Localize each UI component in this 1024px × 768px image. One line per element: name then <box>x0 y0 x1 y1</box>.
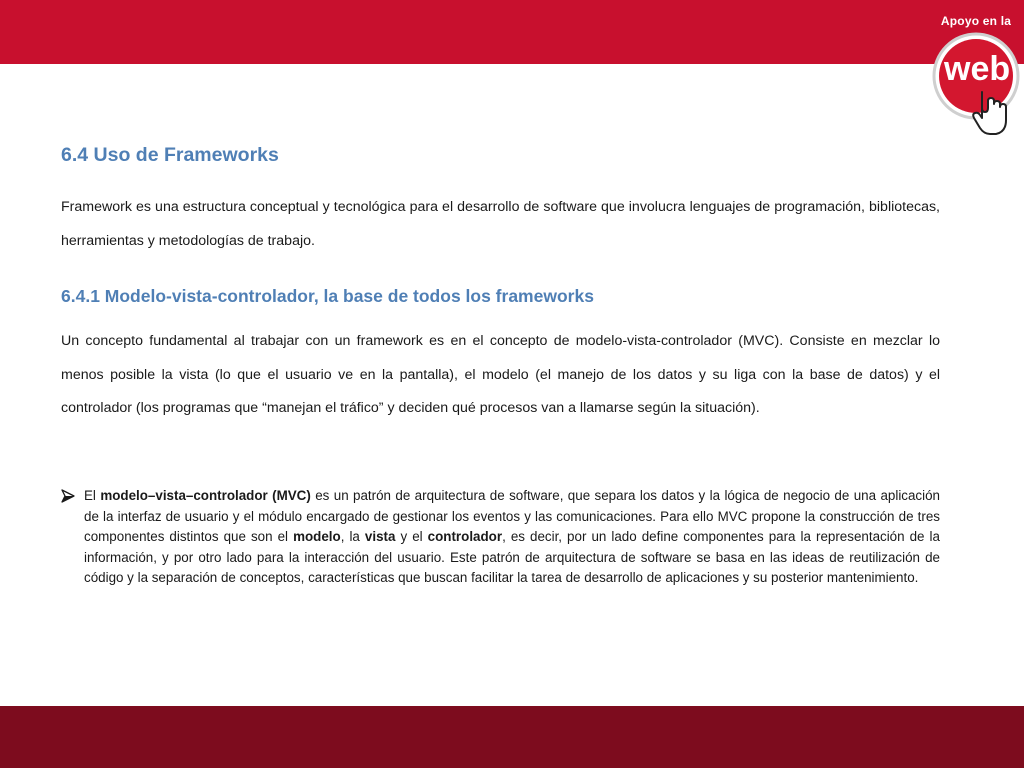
bullet-bold-mvc: modelo–vista–controlador (MVC) <box>100 488 311 503</box>
bullet-bold-controlador: controlador <box>427 529 503 545</box>
mvc-bullet-text <box>84 486 940 589</box>
bullet-text-part: y el <box>395 529 428 545</box>
logo-caption: Apoyo en la <box>940 14 1012 28</box>
bullet-text-part: es un patrón de arquitectura de software, que separa los datos y la lógica de negocio de una aplicación de la interfaz de usuario y el módulo encargado de gestionar los eventos y las comunicaciones. Para ello MVC propone la construcción de tres componentes distintos que son el <box>84 488 940 545</box>
section-title: 6.4 Uso de Frameworks <box>61 144 279 166</box>
bullet-text-part: , la <box>340 529 365 545</box>
bullet-text-part: El <box>84 488 101 503</box>
footer-band <box>0 706 1024 768</box>
header-band <box>0 0 1024 64</box>
bullet-text-part: , es decir, por un lado define componentes para la representación de la información, y por otro lado para la interacción del usuario. Este patrón de arquitectura de software se basa en las ideas de reutilización de código y la separación de conceptos, características que buscan facilitar la tarea de desarrollo de aplicaciones y su posterior mantenimiento. <box>84 529 940 586</box>
subsection-title: 6.4.1 Modelo-vista-controlador, la base de todos los frameworks <box>61 286 594 306</box>
logo-word: web <box>944 50 1011 88</box>
bullet-bold-vista: vista <box>364 529 396 545</box>
arrow-bullet-icon <box>61 489 75 503</box>
bullet-bold-modelo: modelo <box>293 529 341 545</box>
mvc-concept-paragraph: Un concepto fundamental al trabajar con un framework es en el concepto de modelo-vista-controlador (MVC). Consiste en mezclar lo menos posible la vista (lo que el usuario ve en la pantalla), el modelo (el manejo de los datos y su liga con la base de datos) y el controlador (los programas que “manejan el tráfico” y deciden qué procesos van a llamarse según la situación). <box>61 333 940 416</box>
apoyo-web-logo <box>930 8 1022 138</box>
framework-definition: Framework es una estructura conceptual y tecnológica para el desarrollo de software que involucra lenguajes de programación, bibliotecas, herramientas y metodologías de trabajo. <box>61 199 940 249</box>
